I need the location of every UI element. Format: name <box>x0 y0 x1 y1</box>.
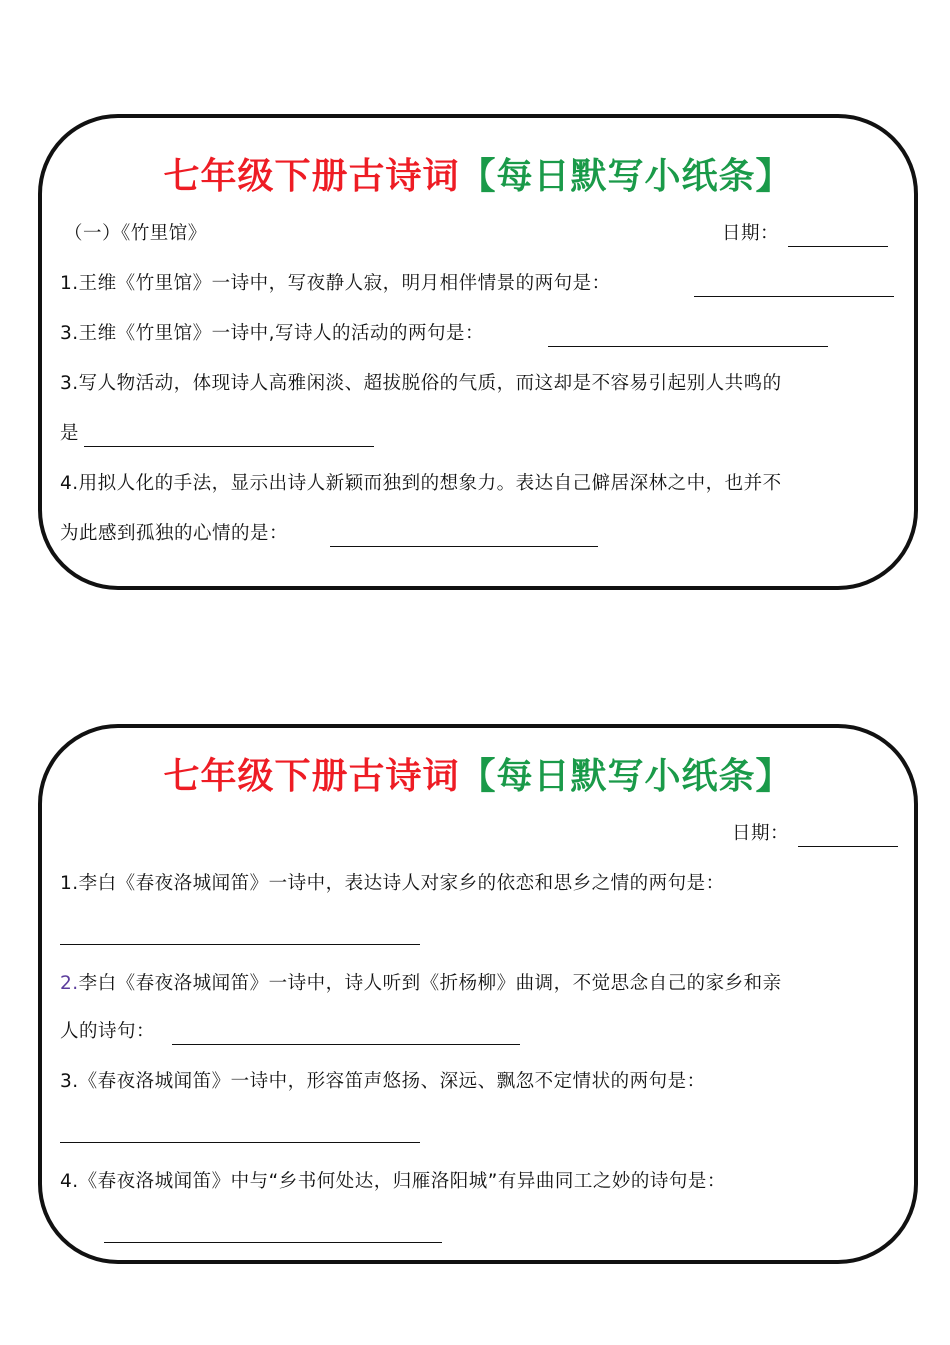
answer-blank-4[interactable] <box>104 1242 442 1243</box>
answer-blank-3[interactable] <box>60 1142 420 1143</box>
answer-blank-2[interactable] <box>172 1044 520 1045</box>
question-2-number: 2. <box>60 973 79 994</box>
question-4: 4.《春夜洛城闻笛》中与“乡书何处达，归雁洛阳城”有异曲同工之妙的诗句是： <box>60 1171 726 1192</box>
date-label: 日期： <box>732 823 790 844</box>
question-1-text: 1.王维《竹里馆》一诗中，写夜静人寂，明月相伴情景的两句是： <box>60 273 611 294</box>
date-label: 日期： <box>722 223 780 244</box>
question-3-line-1: 3.写人物活动，体现诗人高雅闲淡、超拔脱俗的气质，而这却是不容易引起别人共鸣的 <box>60 373 782 394</box>
date-blank[interactable] <box>788 246 888 247</box>
dictation-card-2 <box>38 724 918 1264</box>
answer-blank-4[interactable] <box>330 546 598 547</box>
date-blank[interactable] <box>798 846 898 847</box>
question-2-text: 3.王维《竹里馆》一诗中,写诗人的活动的两句是： <box>60 323 485 344</box>
card-title-main: 七年级下册古诗词 <box>163 155 460 197</box>
question-4-line-2: 为此感到孤独的心情的是： <box>60 523 289 544</box>
answer-blank-1[interactable] <box>60 944 420 945</box>
card-title-main: 七年级下册古诗词 <box>163 755 460 797</box>
question-3: 3.《春夜洛城闻笛》一诗中，形容笛声悠扬、深远、飘忽不定情状的两句是： <box>60 1071 706 1092</box>
answer-blank-1[interactable] <box>694 296 894 297</box>
question-2-line-1 <box>60 972 782 996</box>
question-1 <box>60 272 611 296</box>
answer-blank-2[interactable] <box>548 346 828 347</box>
question-1: 1.李白《春夜洛城闻笛》一诗中，表达诗人对家乡的依恋和思乡之情的两句是： <box>60 873 725 894</box>
section-heading: （一）《竹里馆》 <box>64 223 207 244</box>
answer-blank-3[interactable] <box>84 446 374 447</box>
dictation-card-1 <box>38 114 918 590</box>
card-title-sub: 【每日默写小纸条】 <box>459 155 793 197</box>
card-title <box>42 748 914 799</box>
question-3-line-2: 是 <box>60 423 80 444</box>
question-2-text: 李白《春夜洛城闻笛》一诗中，诗人听到《折杨柳》曲调，不觉思念自己的家乡和亲 <box>78 973 782 994</box>
card-title-sub: 【每日默写小纸条】 <box>459 755 793 797</box>
question-4-line-1: 4.用拟人化的手法，显示出诗人新颖而独到的想象力。表达自己僻居深林之中，也并不 <box>60 473 782 494</box>
question-2 <box>60 322 484 346</box>
card-title <box>42 148 914 199</box>
question-2-line-2: 人的诗句： <box>60 1021 156 1042</box>
